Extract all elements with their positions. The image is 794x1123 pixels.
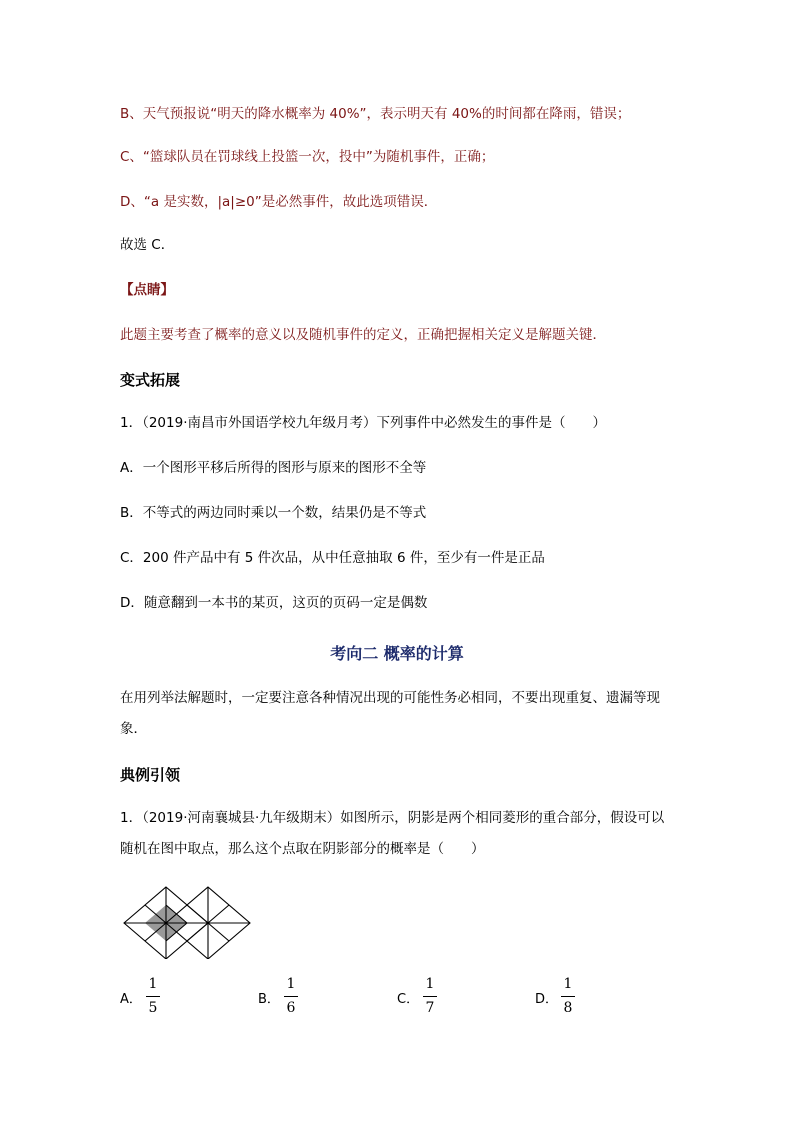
dianli-heading: 典例引领 [120, 766, 181, 784]
bianshi-option-d: D．随意翻到一本书的某页，这页的页码一定是偶数 [120, 595, 428, 611]
section-intro-line-2: 象． [120, 721, 147, 737]
choice-c-fraction: 1 7 [423, 975, 437, 1018]
bianshi-heading: 变式拓展 [120, 371, 181, 389]
option-b-explanation: B、天气预报说“明天的降水概率为 40%”，表示明天有 40%的时间都在降雨，错误； [120, 106, 631, 122]
choice-d-label: D． [535, 992, 559, 1007]
bianshi-option-b: B．不等式的两边同时乘以一个数，结果仍是不等式 [120, 505, 427, 521]
dianjing-text: 此题主要考查了概率的意义以及随机事件的定义，正确把握相关定义是解题关键． [120, 327, 606, 343]
bianshi-option-c: C．200 件产品中有 5 件次品，从中任意抽取 6 件，至少有一件是正品 [120, 550, 545, 566]
choice-c-label: C． [397, 992, 420, 1007]
rhombus-figure [122, 885, 254, 959]
bianshi-question: 1．（2019·南昌市外国语学校九年级月考）下列事件中必然发生的事件是（ ） [120, 415, 606, 431]
dianli-question-line-1: 1．（2019·河南襄城县·九年级期末）如图所示，阴影是两个相同菱形的重合部分，假设可以 [120, 810, 665, 826]
option-d-explanation: D、“a 是实数，|a|≥0”是必然事件，故此选项错误． [120, 194, 438, 210]
bianshi-option-a: A．一个图形平移后所得的图形与原来的图形不全等 [120, 460, 427, 476]
choice-a-fraction: 1 5 [146, 975, 160, 1018]
choice-b-label: B． [258, 992, 280, 1007]
choice-d-fraction: 1 8 [561, 975, 575, 1018]
dianli-question-line-2: 随机在图中取点，那么这个点取在阴影部分的概率是（ ） [120, 841, 485, 857]
section-title: 考向二 概率的计算 [330, 644, 464, 663]
option-c-explanation: C、“篮球队员在罚球线上投篮一次，投中”为随机事件，正确； [120, 149, 495, 165]
choice-b-fraction: 1 6 [284, 975, 298, 1018]
choice-a-label: A． [120, 992, 142, 1007]
answer-line: 故选 C． [120, 237, 175, 253]
dianjing-heading: 【点睛】 [120, 282, 174, 298]
section-intro-line-1: 在用列举法解题时，一定要注意各种情况出现的可能性务必相同，不要出现重复、遗漏等现 [120, 690, 660, 706]
